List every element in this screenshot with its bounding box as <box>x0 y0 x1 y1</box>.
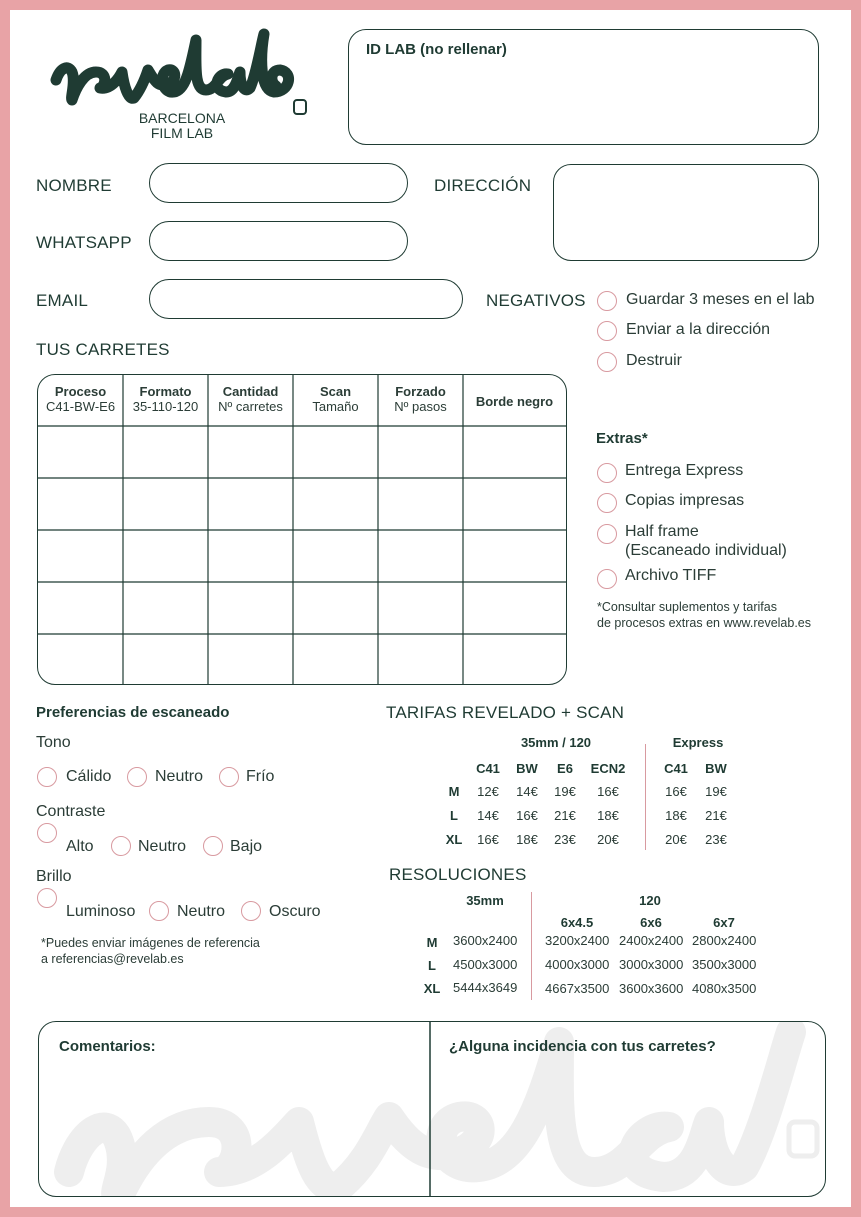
radio-express[interactable] <box>597 463 617 483</box>
email-label: EMAIL <box>36 291 89 310</box>
direccion-input[interactable] <box>553 164 819 261</box>
res-cell: 4667x3500 <box>545 981 610 996</box>
res-divider <box>531 892 532 1000</box>
comments-box <box>38 1021 826 1197</box>
col-cantidad-title: Cantidad <box>222 384 279 399</box>
radio-luminoso[interactable] <box>37 888 57 908</box>
preferencias-note-2: a referencias@revelab.es <box>41 952 184 966</box>
tarifas-col-c41: C41 <box>476 761 500 776</box>
tarifas-cell: 21€ <box>554 808 576 823</box>
col-scan-title: Scan <box>319 384 352 399</box>
extras-note-2: de procesos extras en www.revelab.es <box>597 616 811 630</box>
radio-oscuro[interactable] <box>241 901 261 921</box>
res-header-35: 35mm <box>466 893 504 908</box>
tarifas-title: TARIFAS REVELADO + SCAN <box>386 703 625 722</box>
radio-half-frame[interactable] <box>597 524 617 544</box>
tarifas-col-e6: E6 <box>557 761 573 776</box>
res-cell: 3000x3000 <box>619 957 684 972</box>
option-enviar: Enviar a la dirección <box>626 321 771 338</box>
tono-neutro: Neutro <box>155 768 204 785</box>
logo-line-1: BARCELONA <box>138 110 226 126</box>
extra-tiff: Archivo TIFF <box>625 567 717 584</box>
extras-title: Extras* <box>596 430 648 447</box>
res-sub-6x45: 6x4.5 <box>560 915 594 930</box>
col-formato <box>123 384 208 414</box>
radio-guardar[interactable] <box>597 291 617 311</box>
tarifas-cell: 19€ <box>705 784 727 799</box>
tarifas-cell: 14€ <box>516 784 538 799</box>
tarifas-cell: 23€ <box>554 832 576 847</box>
tarifas-col-bw: BW <box>516 761 538 776</box>
resoluciones-title: RESOLUCIONES <box>389 865 527 884</box>
nombre-input[interactable] <box>149 163 408 203</box>
res-header-120: 120 <box>639 893 661 908</box>
comentarios-area[interactable] <box>39 1022 429 1196</box>
res-cell: 3500x3000 <box>692 957 757 972</box>
col-proceso <box>38 384 123 414</box>
incidencia-label: ¿Alguna incidencia con tus carretes? <box>449 1038 716 1055</box>
tarifas-size-l: L <box>450 808 458 823</box>
logo-subtitle <box>137 111 227 141</box>
col-scan <box>293 384 378 414</box>
radio-brillo-neutro[interactable] <box>149 901 169 921</box>
res-cell: 4080x3500 <box>692 981 757 996</box>
contraste-neutro: Neutro <box>138 838 187 855</box>
tarifas-col-ecn2: ECN2 <box>590 761 626 776</box>
radio-bajo[interactable] <box>203 836 223 856</box>
tarifas-group-std: 35mm / 120 <box>520 735 592 750</box>
col-borde-negro: Borde negro <box>475 394 554 409</box>
tarifas-size-m: M <box>448 784 460 799</box>
radio-frio[interactable] <box>219 767 239 787</box>
tarifas-group-express: Express <box>672 735 724 750</box>
res-cell: 3600x3600 <box>619 981 684 996</box>
col-proceso-sub: C41-BW-E6 <box>45 399 116 414</box>
extra-half-frame: Half frame <box>625 523 699 540</box>
incidencia-area[interactable] <box>432 1022 825 1196</box>
res-cell: 5444x3649 <box>453 980 518 995</box>
col-cantidad-sub: Nº carretes <box>218 399 283 414</box>
col-forzado <box>378 384 463 414</box>
tarifas-cell: 12€ <box>477 784 499 799</box>
res-size-l: L <box>428 958 436 973</box>
extra-express: Entrega Express <box>625 462 744 479</box>
res-size-m: M <box>426 935 438 950</box>
tarifas-col-exp-c41: C41 <box>664 761 688 776</box>
option-destruir: Destruir <box>626 352 683 369</box>
whatsapp-label: WHATSAPP <box>36 233 132 252</box>
tarifas-cell: 14€ <box>477 808 499 823</box>
tarifas-cell: 16€ <box>516 808 538 823</box>
radio-copias[interactable] <box>597 493 617 513</box>
tarifas-cell: 16€ <box>597 784 619 799</box>
res-size-xl: XL <box>423 981 441 996</box>
tarifas-divider <box>645 744 646 850</box>
res-cell: 2800x2400 <box>692 933 757 948</box>
direccion-label: DIRECCIÓN <box>434 176 532 195</box>
col-scan-sub: Tamaño <box>312 399 359 414</box>
tarifas-size-xl: XL <box>445 832 463 847</box>
contraste-bajo: Bajo <box>230 838 263 855</box>
tarifas-cell: 23€ <box>705 832 727 847</box>
extra-half-frame-sub: (Escaneado individual) <box>625 542 787 559</box>
tono-frio: Frío <box>246 768 275 785</box>
col-forzado-sub: Nº pasos <box>394 399 447 414</box>
negativos-label: NEGATIVOS <box>486 291 586 310</box>
extra-copias: Copias impresas <box>625 492 745 509</box>
preferencias-title: Preferencias de escaneado <box>36 704 230 721</box>
carretes-title: TUS CARRETES <box>36 340 170 359</box>
res-sub-6x6: 6x6 <box>640 915 662 930</box>
carretes-grid <box>38 375 566 684</box>
tarifas-cell: 21€ <box>705 808 727 823</box>
tarifas-col-exp-bw: BW <box>705 761 727 776</box>
res-cell: 4500x3000 <box>453 957 518 972</box>
radio-tiff[interactable] <box>597 569 617 589</box>
tarifas-cell: 18€ <box>516 832 538 847</box>
brillo-neutro: Neutro <box>177 903 226 920</box>
res-cell: 3200x2400 <box>545 933 610 948</box>
tono-label: Tono <box>36 734 71 751</box>
res-cell: 3600x2400 <box>453 933 518 948</box>
contraste-label: Contraste <box>36 803 106 820</box>
email-input[interactable] <box>149 279 463 319</box>
res-cell: 2400x2400 <box>619 933 684 948</box>
tarifas-cell: 16€ <box>477 832 499 847</box>
tarifas-cell: 18€ <box>597 808 619 823</box>
col-proceso-title: Proceso <box>54 384 107 399</box>
preferencias-note <box>41 935 260 967</box>
brillo-oscuro: Oscuro <box>269 903 321 920</box>
col-forzado-title: Forzado <box>395 384 446 399</box>
contraste-alto: Alto <box>66 838 94 855</box>
res-sub-6x7: 6x7 <box>713 915 735 930</box>
res-cell: 4000x3000 <box>545 957 610 972</box>
col-formato-title: Formato <box>139 384 192 399</box>
revelab-logo <box>50 28 312 118</box>
radio-contraste-neutro[interactable] <box>111 836 131 856</box>
brillo-label: Brillo <box>36 868 72 885</box>
carretes-table <box>37 374 567 685</box>
radio-tono-neutro[interactable] <box>127 767 147 787</box>
radio-calido[interactable] <box>37 767 57 787</box>
comentarios-label: Comentarios: <box>59 1038 156 1055</box>
nombre-label: NOMBRE <box>36 176 112 195</box>
brillo-luminoso: Luminoso <box>66 903 136 920</box>
tarifas-cell: 16€ <box>665 784 687 799</box>
col-cantidad <box>208 384 293 414</box>
radio-alto[interactable] <box>37 823 57 843</box>
option-guardar: Guardar 3 meses en el lab <box>626 291 815 308</box>
col-formato-sub: 35-110-120 <box>132 399 199 414</box>
extras-note <box>597 599 811 631</box>
radio-destruir[interactable] <box>597 352 617 372</box>
tarifas-cell: 20€ <box>665 832 687 847</box>
preferencias-note-1: *Puedes enviar imágenes de referencia <box>41 936 260 950</box>
whatsapp-input[interactable] <box>149 221 408 261</box>
logo-line-2: FILM LAB <box>150 125 214 141</box>
tono-calido: Cálido <box>66 768 112 785</box>
tarifas-cell: 19€ <box>554 784 576 799</box>
extras-note-1: *Consultar suplementos y tarifas <box>597 600 777 614</box>
radio-enviar[interactable] <box>597 321 617 341</box>
tarifas-cell: 20€ <box>597 832 619 847</box>
tarifas-cell: 18€ <box>665 808 687 823</box>
id-lab-label: ID LAB (no rellenar) <box>366 41 507 58</box>
